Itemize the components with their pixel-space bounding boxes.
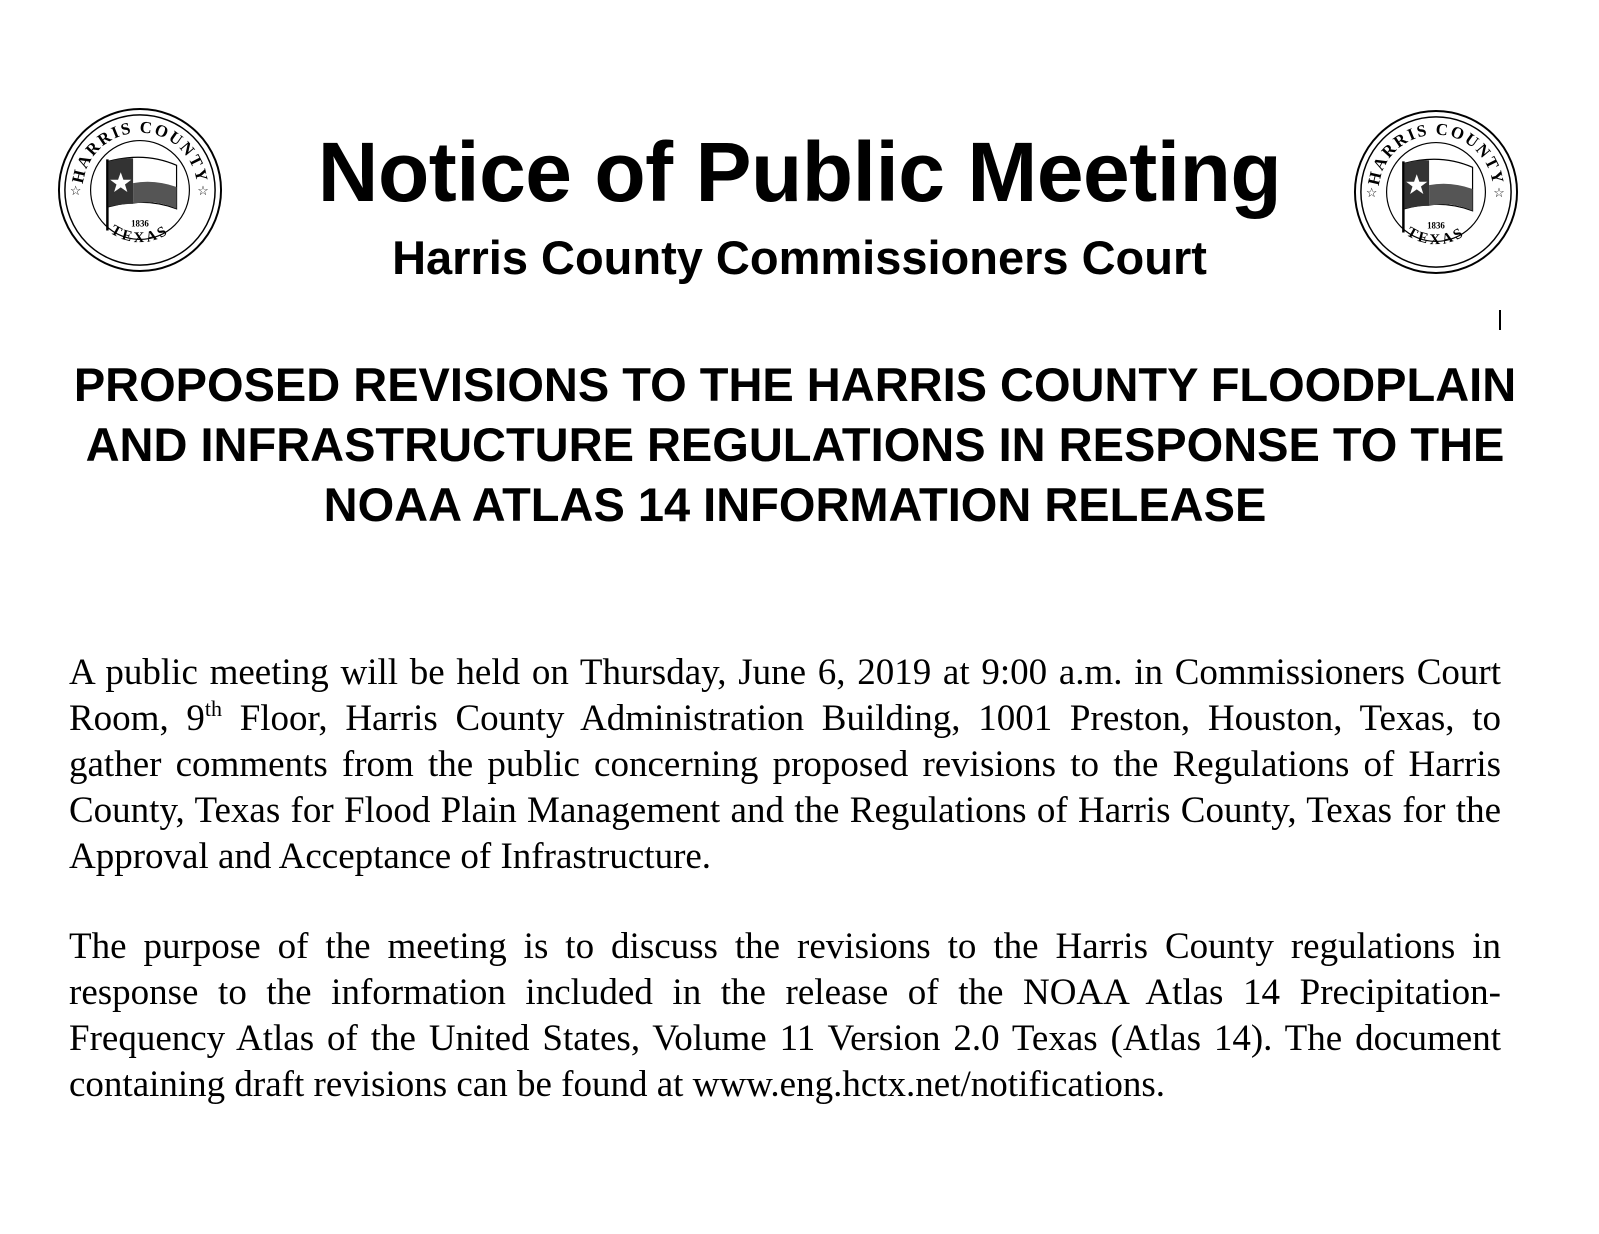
- seal-year: 1836: [131, 218, 149, 229]
- seal-top-text: HARRIS COUNTY: [1363, 119, 1509, 187]
- notice-heading: PROPOSED REVISIONS TO THE HARRIS COUNTY FLOODPLAIN AND INFRASTRUCTURE REGULATIONS IN RESPONSE TO THE NOAA ATLAS 14 INFORMATION RELEASE: [73, 358, 1517, 531]
- paragraph1-part1: A public meeting will be held on Thursday, June 6, 2019 at 9:00 a.m. in Commissioners Court Room, 9: [69, 652, 1501, 739]
- page-title: Notice of Public Meeting: [317, 125, 1282, 219]
- paragraph1-part2: Floor, Harris County Administration Building, 1001 Preston, Houston, Texas, to gather comments from the public concerning proposed revisions to the Regulations of Harris County, Texas for Flood Plain Management and the Regulations of Harris County, Texas for the Approval and Acceptance of Infrastructure.: [69, 698, 1501, 877]
- seal-top-text: HARRIS COUNTY: [67, 117, 213, 185]
- seal-star-left: ☆: [69, 183, 82, 199]
- seal-year: 1836: [1427, 220, 1445, 231]
- page-subtitle: Harris County Commissioners Court: [392, 231, 1207, 284]
- meeting-purpose-paragraph: The purpose of the meeting is to discuss the revisions to the Harris County regulations in response to the information included in the release of the NOAA Atlas 14 Precipitation-Frequency Atlas of the United States, Volume 11 Version 2.0 Texas (Atlas 14). The document containing draft revisions can be found at www.eng.hctx.net/notifications.: [69, 926, 1501, 1105]
- text-cursor-mark: [1499, 310, 1501, 330]
- seal-bottom-text: TEXAS: [107, 222, 173, 247]
- seal-star-right: ☆: [1493, 185, 1505, 201]
- seal-bottom-text: TEXAS: [1403, 224, 1469, 249]
- ordinal-suffix: th: [204, 696, 223, 721]
- seal-star-left: ☆: [1365, 185, 1378, 201]
- seal-star-right: ☆: [197, 183, 209, 199]
- meeting-details-paragraph: [69, 650, 1501, 880]
